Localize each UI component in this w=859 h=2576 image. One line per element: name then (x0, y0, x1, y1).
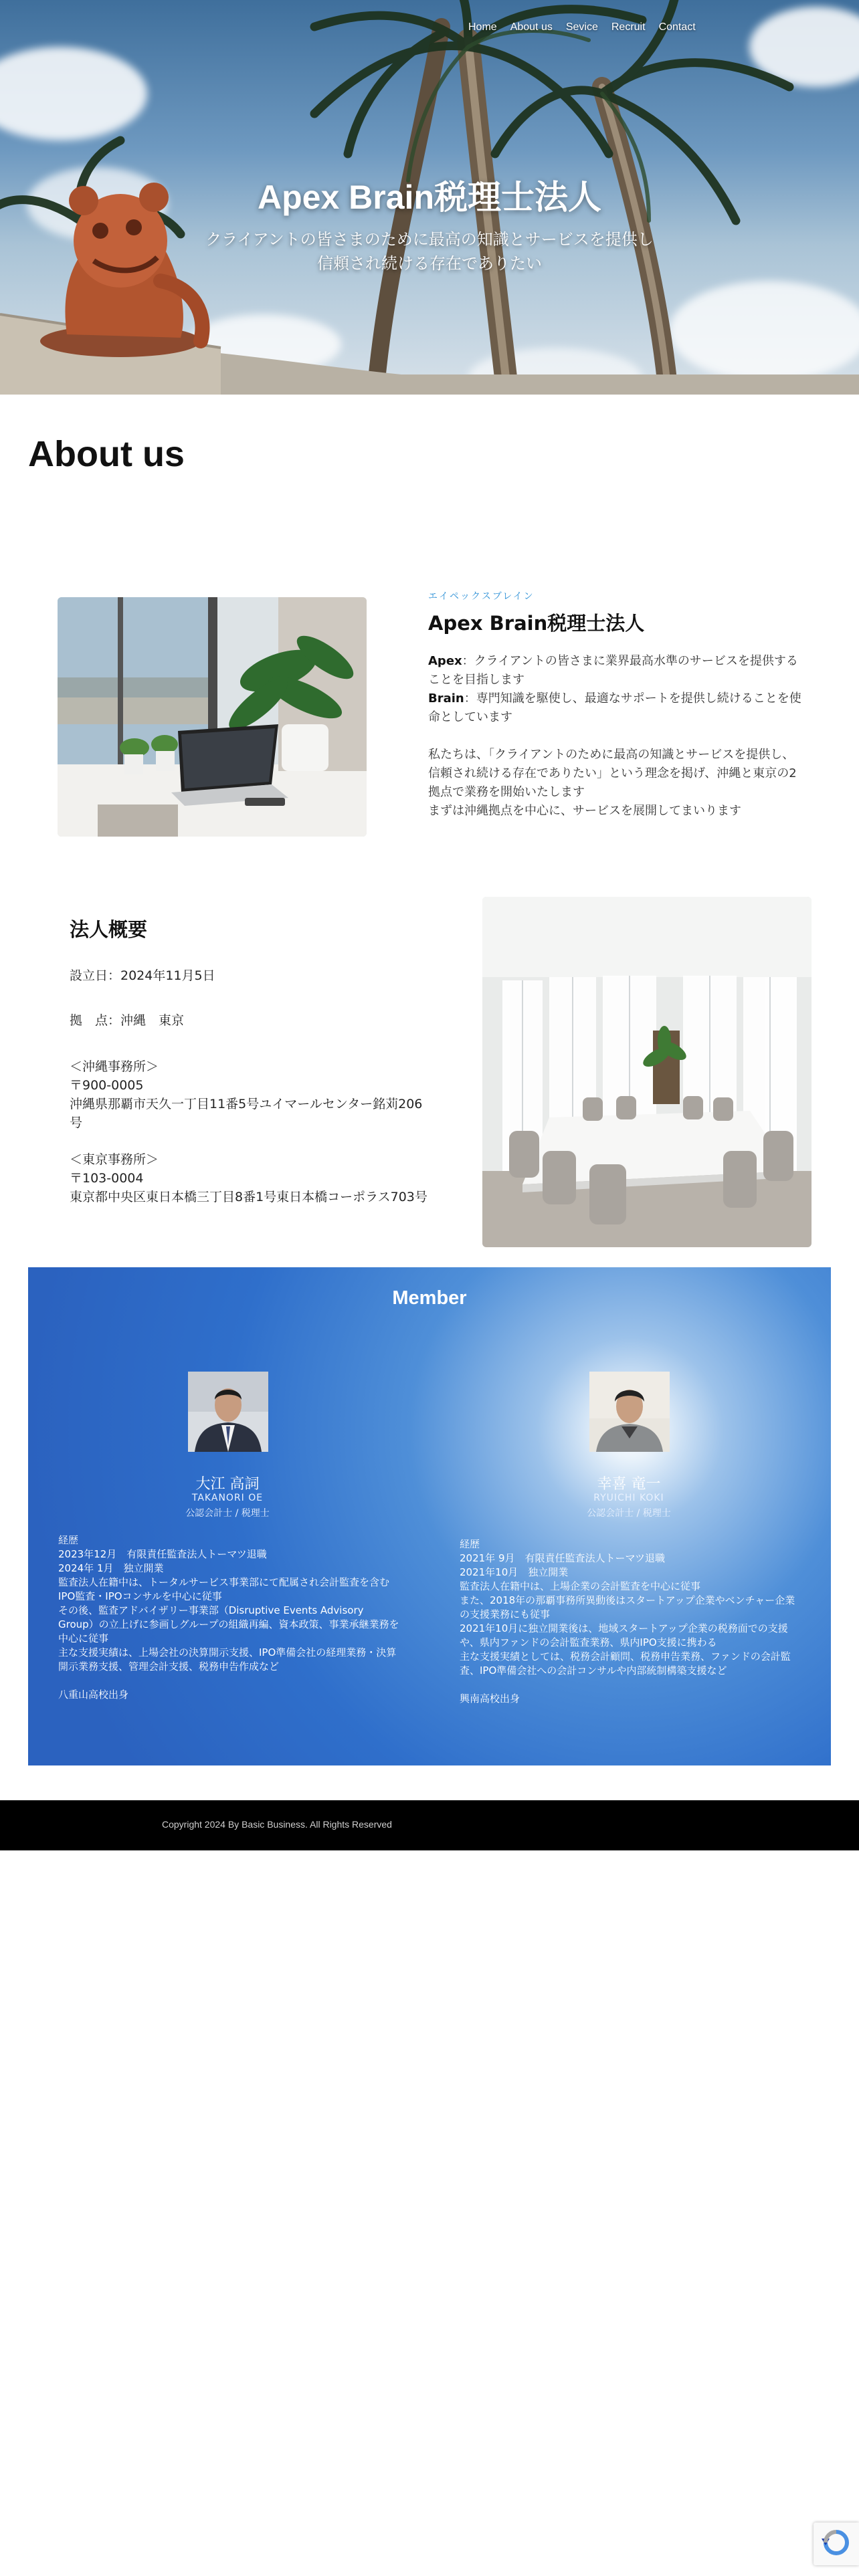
avatar (188, 1372, 268, 1452)
bio-line: 主な支援実績は、上場会社の決算開示支援、IPO準備会社の経理業務・決算開示業務支援、管理会計支援、税務申告作成など (58, 1646, 397, 1673)
bio-line: 興南高校出身 (460, 1693, 520, 1705)
member-photo-oe (188, 1372, 268, 1452)
brain-text: ：専門知識を駆使し、最適なサポートを提供し続けることを使命としています (428, 691, 801, 724)
member-roman-name: RYUICHI KOKI (593, 1493, 664, 1503)
member-roman-name: TAKANORI OE (191, 1493, 264, 1503)
okinawa-office-address: 沖縄県那覇市天久一丁目11番5号ユイマールセンター銘苅206号 (70, 1097, 423, 1130)
hero-subtitle-line1: クライアントの皆さまのために最高の知識とサービスを提供し (205, 230, 654, 249)
philosophy-text: 私たちは、「クライアントのために最高の知識とサービスを提供し、信頼され続ける存在でありたい」という理念を掲げ、沖縄と東京の2拠点で業務を開始いたします (428, 748, 797, 799)
brain-description (428, 689, 803, 727)
copyright-text: Copyright 2024 By Basic Business. All Rights Reserved (162, 1819, 392, 1830)
member-bio (460, 1537, 801, 1706)
nav-contact-link[interactable]: Contact (658, 21, 696, 33)
bio-line: 八重山高校出身 (58, 1689, 129, 1701)
office-bases: 拠 点：沖縄 東京 (70, 1013, 185, 1028)
expansion-text: まずは沖縄拠点を中心に、サービスを展開してまいります (428, 804, 741, 818)
member-name: 幸喜 竜一 (597, 1476, 661, 1493)
member-name: 大江 高詞 (195, 1476, 260, 1493)
meeting-room-photo (482, 897, 812, 1247)
laptop-illustration (58, 597, 367, 837)
office-laptop-photo (58, 597, 367, 837)
member-role: 公認会計士 / 税理士 (185, 1508, 270, 1519)
bio-line: 2021年10月 独立開業 (460, 1566, 569, 1578)
apex-label: Apex (428, 654, 462, 668)
apex-text: ：クライアントの皆さまに業界最高水準のサービスを提供することを目指します (428, 654, 798, 687)
company-kana: エイペックスブレイン (428, 591, 535, 602)
about-heading: About us (28, 434, 185, 474)
bio-line: 経歴 (58, 1534, 79, 1546)
company-name: Apex Brain税理士法人 (428, 612, 645, 635)
tokyo-office-heading: ＜東京事務所＞ (70, 1152, 159, 1167)
avatar (589, 1372, 670, 1452)
okinawa-office-heading: ＜沖縄事務所＞ (70, 1059, 159, 1074)
okinawa-office-zip: 〒900-0005 (70, 1078, 144, 1093)
bio-line: 主な支援実績としては、税務会計顧問、税務申告業務、ファンドの会計監査、IPO準備会社への会計コンサルや内部統制構築支援など (460, 1650, 791, 1677)
nav-service-link[interactable]: Sevice (565, 21, 598, 33)
bio-line: その後、監査アドバイザリー事業部（Disruptive Events Advisory Group）の立上げに参画しグループの組織再編、資本政策、事業承継業務を中心に従事 (58, 1604, 399, 1644)
member-bio (58, 1533, 399, 1702)
member-section (28, 1267, 831, 1765)
hero-subtitle (0, 227, 859, 276)
tokyo-office-address: 東京都中央区東日本橋三丁目8番1号東日本橋コーポラス703号 (70, 1190, 427, 1204)
hero-section (0, 0, 859, 395)
hero-subtitle-line2: 信頼され続ける存在でありたい (317, 254, 542, 273)
bio-line: 経歴 (460, 1538, 480, 1550)
brain-label: Brain (428, 691, 464, 706)
apex-description (428, 652, 803, 689)
nav-about-link[interactable]: About us (510, 21, 553, 33)
bio-line: 2024年 1月 独立開業 (58, 1562, 164, 1574)
footer (0, 1800, 859, 1850)
about-description (428, 652, 803, 821)
bio-line: 監査法人在籍中は、上場企業の会計監査を中心に従事 (460, 1580, 701, 1592)
recaptcha-badge[interactable] (814, 2523, 859, 2565)
founded-date: 設立日：2024年11月5日 (70, 968, 215, 983)
member-title: Member (392, 1287, 467, 1309)
bio-line: 2021年 9月 有限責任監査法人トーマツ退職 (460, 1552, 666, 1564)
bio-line: 2023年12月 有限責任監査法人トーマツ退職 (58, 1548, 267, 1560)
bio-line: また、2018年の那覇事務所異動後はスタートアップ企業やベンチャー企業の支援業務にも従事 (460, 1594, 795, 1620)
tokyo-office-zip: 〒103-0004 (70, 1171, 144, 1186)
member-role: 公認会計士 / 税理士 (587, 1508, 671, 1519)
recaptcha-icon (814, 2523, 859, 2565)
hero-title: Apex Brain税理士法人 (258, 179, 601, 216)
bio-line: 監査法人在籍中は、トータルサービス事業部にて配属され会計監査を含むIPO監査・IPOコンサルを中心に従事 (58, 1576, 390, 1602)
bio-line: 2021年10月に独立開業後は、地域スタートアップ企業の税務面での支援や、県内ファンドの会計監査業務、県内IPO支援に携わる (460, 1622, 788, 1648)
overview-title: 法人概要 (70, 918, 148, 941)
nav-home-link[interactable]: Home (468, 21, 497, 33)
nav-recruit-link[interactable]: Recruit (611, 21, 646, 33)
member-photo-koki (589, 1372, 670, 1452)
meeting-room-illustration (482, 897, 812, 1247)
